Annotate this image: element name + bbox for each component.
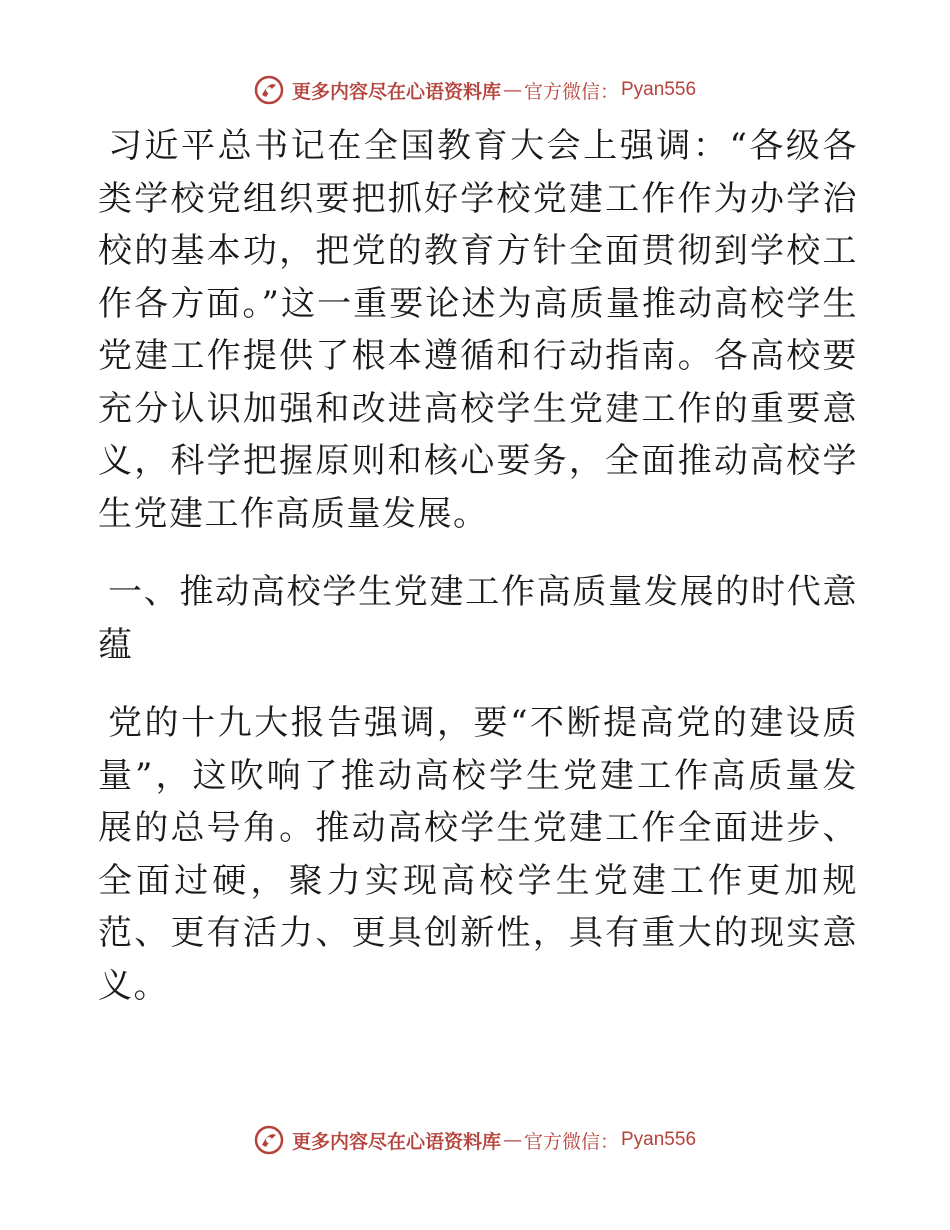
footer-separator: —	[502, 1129, 522, 1151]
seal-logo-icon	[254, 75, 284, 105]
header-wechat-id: Pyan556	[621, 79, 697, 100]
footer-banner-text: 更多内容尽在心语资料库	[291, 1130, 501, 1153]
footer-wechat-label: 官方微信：	[523, 1130, 619, 1153]
section-heading: 一、推动高校学生党建工作高质量发展的时代意蕴	[98, 572, 858, 665]
header-separator: —	[502, 79, 522, 101]
seal-logo-icon	[254, 1125, 284, 1155]
body-paragraph: 党的十九大报告强调，要“不断提高党的建设质量”，这吹响了推动高校学生党建工作高质量发展的总号角。推动高校学生党建工作全面进步、全面过硬，聚力实现高校学生党建工作更加规范、更有活力、更具创新性，具有重大的现实意义。	[98, 703, 858, 1006]
header-wechat-label: 官方微信：	[523, 80, 619, 103]
header-banner-text: 更多内容尽在心语资料库	[291, 80, 501, 103]
header-banner	[0, 70, 950, 110]
footer-wechat-id: Pyan556	[621, 1129, 697, 1150]
document-body	[98, 120, 858, 1012]
footer-banner	[0, 1120, 950, 1160]
intro-paragraph: 习近平总书记在全国教育大会上强调：“各级各类学校党组织要把抓好学校党建工作作为办学治校的基本功，把党的教育方针全面贯彻到学校工作各方面。”这一重要论述为高质量推动高校学生党建工作提供了根本遵循和行动指南。各高校要充分认识加强和改进高校学生党建工作的重要意义，科学把握原则和核心要务，全面推动高校学生党建工作高质量发展。	[98, 126, 858, 534]
